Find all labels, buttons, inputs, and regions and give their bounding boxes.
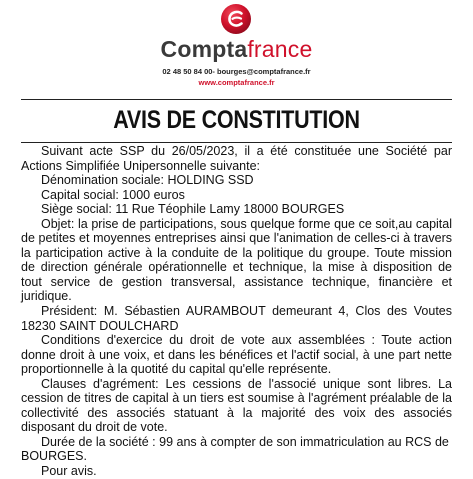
paragraph-intro: Suivant acte SSP du 26/05/2023, il a été constituée une Société par Actions Simplifiée Unipersonnelle suivante: [21, 144, 452, 173]
paragraph-agrement: Clauses d'agrément: Les cessions de l'associé unique sont libres. La cession de titres de capital à un tiers est soumise à l'agrément préalable de la collectivité des associés statuant à la majorité des voix des associés disposant du droit de vote. [21, 376, 452, 435]
paragraph-denomination: Dénomination sociale: HOLDING SSD [41, 173, 254, 188]
divider-bottom [21, 142, 452, 143]
contact-line: 02 48 50 84 00- bourges@comptafrance.fr [162, 67, 311, 76]
header [0, 0, 473, 100]
brand-name-part2: france [247, 36, 313, 62]
divider-top [21, 99, 452, 100]
paragraph-president: Président: M. Sébastien AURAMBOUT demeurant 4, Clos des Voutes 18230 SAINT DOULCHARD [21, 304, 452, 333]
notice-body [21, 144, 452, 479]
paragraph-vote: Conditions d'exercice du droit de vote aux assemblées : Toute action donne droit à une voix, et dans les bénéfices et l'actif social, à une part nette proportionnelle à la quotité du capital qu'elle représente. [21, 333, 452, 377]
paragraph-siege: Siège social: 11 Rue Téophile Lamy 18000 BOURGES [41, 202, 345, 217]
paragraph-closing: Pour avis. [41, 464, 97, 479]
website-link[interactable]: www.comptafrance.fr [198, 78, 275, 87]
compta-red-sphere-icon [220, 3, 252, 35]
brand-name-part1: Compta [160, 36, 248, 62]
paragraph-duree: Durée de la société : 99 ans à compter de son immatriculation au RCS de BOURGES. [21, 434, 449, 464]
brand-wordmark [0, 36, 473, 62]
notice-title: AVIS DE CONSTITUTION [113, 106, 360, 134]
paragraph-objet: Objet: la prise de participations, sous quelque forme que ce soit,au capital de petites et moyennes entreprises ainsi que l'animation de celles-ci à travers la participation active à la conduite de la politique du groupe. Toute mission de direction générale opérationnelle et technique, la mise à disposition de tout service de gestion transversal, assistance technique, financière et juridique. [21, 216, 452, 304]
paragraph-capital: Capital social: 1000 euros [41, 187, 185, 202]
